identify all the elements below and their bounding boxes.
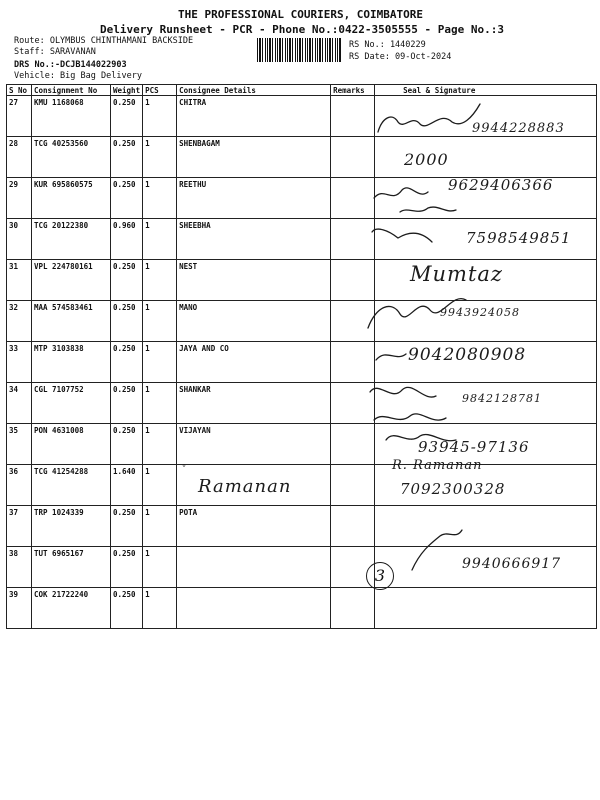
cell-consignment: KMU 1168068 [32, 96, 111, 137]
cell-sno: 31 [7, 260, 32, 301]
handwritten-mark: 2000 [404, 150, 449, 169]
handwritten-consignee: Ramanan [198, 476, 292, 497]
cell-sno: 36 [7, 465, 32, 506]
handwritten-phone: 9842128781 [462, 392, 542, 405]
cell-weight: 1.640 [111, 465, 143, 506]
cell-weight: 0.960 [111, 219, 143, 260]
cell-pcs: 1 [143, 383, 177, 424]
cell-pcs: 1 [143, 96, 177, 137]
cell-weight: 0.250 [111, 301, 143, 342]
drs-number: DRS No.:-DCJB144022903 [14, 60, 127, 70]
cell-consignee: JAYA AND CO [177, 342, 331, 383]
cell-consignment: CGL 7107752 [32, 383, 111, 424]
cell-sno: 27 [7, 96, 32, 137]
cell-consignment: TRP 1024339 [32, 506, 111, 547]
signature-scribble [370, 387, 436, 397]
handwritten-phone: 9944228883 [472, 121, 565, 136]
col-header-consignee: Consignee Details [177, 85, 331, 96]
handwritten-signature-name: R. Ramanan [392, 458, 483, 473]
cell-weight: 0.250 [111, 260, 143, 301]
cell-pcs: 1 [143, 137, 177, 178]
vehicle-label: Vehicle: Big Bag Delivery [14, 71, 142, 81]
cell-pcs: 1 [143, 424, 177, 465]
cell-consignee: SHENBAGAM [177, 137, 331, 178]
signature-scribble [374, 414, 446, 420]
document-title: THE PROFESSIONAL COURIERS, COIMBATORE [178, 8, 424, 21]
runsheet-subtitle: Delivery Runsheet - PCR - Phone No.:0422-3505555 - Page No.:3 [100, 23, 504, 36]
cell-weight: 0.250 [111, 137, 143, 178]
col-header-pcs: PCS [143, 85, 177, 96]
pen-dot: ° [182, 463, 186, 472]
cell-sno: 28 [7, 137, 32, 178]
cell-pcs: 1 [143, 465, 177, 506]
cell-sno: 32 [7, 301, 32, 342]
signature-scribble [378, 104, 480, 132]
cell-weight: 0.250 [111, 342, 143, 383]
signature-scribble [374, 188, 428, 198]
cell-weight: 0.250 [111, 383, 143, 424]
handwritten-name: Mumtaz [410, 262, 503, 286]
cell-sno: 30 [7, 219, 32, 260]
cell-weight: 0.250 [111, 506, 143, 547]
cell-consignment: KUR 695860575 [32, 178, 111, 219]
cell-consignee: REETHU [177, 178, 331, 219]
handwritten-phone: 9940666917 [462, 556, 562, 572]
col-header-consignment: Consignment No [32, 85, 111, 96]
signature-scribble [412, 530, 462, 570]
cell-pcs: 1 [143, 178, 177, 219]
cell-sno: 29 [7, 178, 32, 219]
cell-pcs: 1 [143, 588, 177, 629]
cell-pcs: 1 [143, 342, 177, 383]
cell-weight: 0.250 [111, 96, 143, 137]
cell-consignment: TCG 41254288 [32, 465, 111, 506]
cell-pcs: 1 [143, 547, 177, 588]
cell-sno: 35 [7, 424, 32, 465]
cell-consignment: TUT 6965167 [32, 547, 111, 588]
cell-pcs: 1 [143, 219, 177, 260]
handwritten-phone: 7092300328 [400, 480, 506, 498]
col-header-remarks: Remarks [331, 85, 375, 96]
staff-label: Staff: SARAVANAN [14, 47, 96, 57]
cell-consignee: VIJAYAN [177, 424, 331, 465]
handwritten-phone: 9629406366 [448, 176, 554, 194]
cell-consignment: PON 4631008 [32, 424, 111, 465]
cell-sno: 33 [7, 342, 32, 383]
handwritten-phone: 93945-97136 [418, 438, 530, 456]
cell-weight: 0.250 [111, 547, 143, 588]
rs-date: RS Date: 09-Oct-2024 [349, 52, 452, 62]
cell-consignment: MAA 574583461 [32, 301, 111, 342]
cell-consignee: SHEEBHA [177, 219, 331, 260]
handwritten-phone: 7598549851 [466, 229, 572, 247]
cell-consignment: VPL 224780161 [32, 260, 111, 301]
cell-consignee: NEST [177, 260, 331, 301]
cell-weight: 0.250 [111, 424, 143, 465]
cell-sno: 34 [7, 383, 32, 424]
cell-weight: 0.250 [111, 588, 143, 629]
col-header-sno: S No [7, 85, 32, 96]
signature-scribble [372, 229, 432, 242]
handwritten-phone: 9943924058 [440, 306, 520, 319]
cell-sno: 38 [7, 547, 32, 588]
cell-weight: 0.250 [111, 178, 143, 219]
cell-consignee: MANO [177, 301, 331, 342]
cell-pcs: 1 [143, 260, 177, 301]
handwritten-phone: 9042080908 [408, 345, 527, 365]
circled-number: 3 [366, 562, 394, 590]
signature-scribble [376, 354, 406, 360]
cell-consignment: TCG 20122380 [32, 219, 111, 260]
rs-number: RS No.: 1440229 [349, 40, 426, 50]
cell-sno: 39 [7, 588, 32, 629]
cell-pcs: 1 [143, 301, 177, 342]
col-header-weight: Weight [111, 85, 143, 96]
col-header-signature: Seal & Signature [375, 85, 597, 96]
route-label: Route: OLYMBUS CHINTHAMANI BACKSIDE [14, 36, 194, 46]
cell-consignment: MTP 3103838 [32, 342, 111, 383]
cell-consignee: CHITRA [177, 96, 331, 137]
cell-sno: 37 [7, 506, 32, 547]
cell-consignee: SHANKAR [177, 383, 331, 424]
cell-pcs: 1 [143, 506, 177, 547]
cell-consignment: COK 21722240 [32, 588, 111, 629]
cell-consignee: POTA [177, 506, 331, 547]
signature-scribble [400, 207, 456, 212]
cell-consignment: TCG 40253560 [32, 137, 111, 178]
